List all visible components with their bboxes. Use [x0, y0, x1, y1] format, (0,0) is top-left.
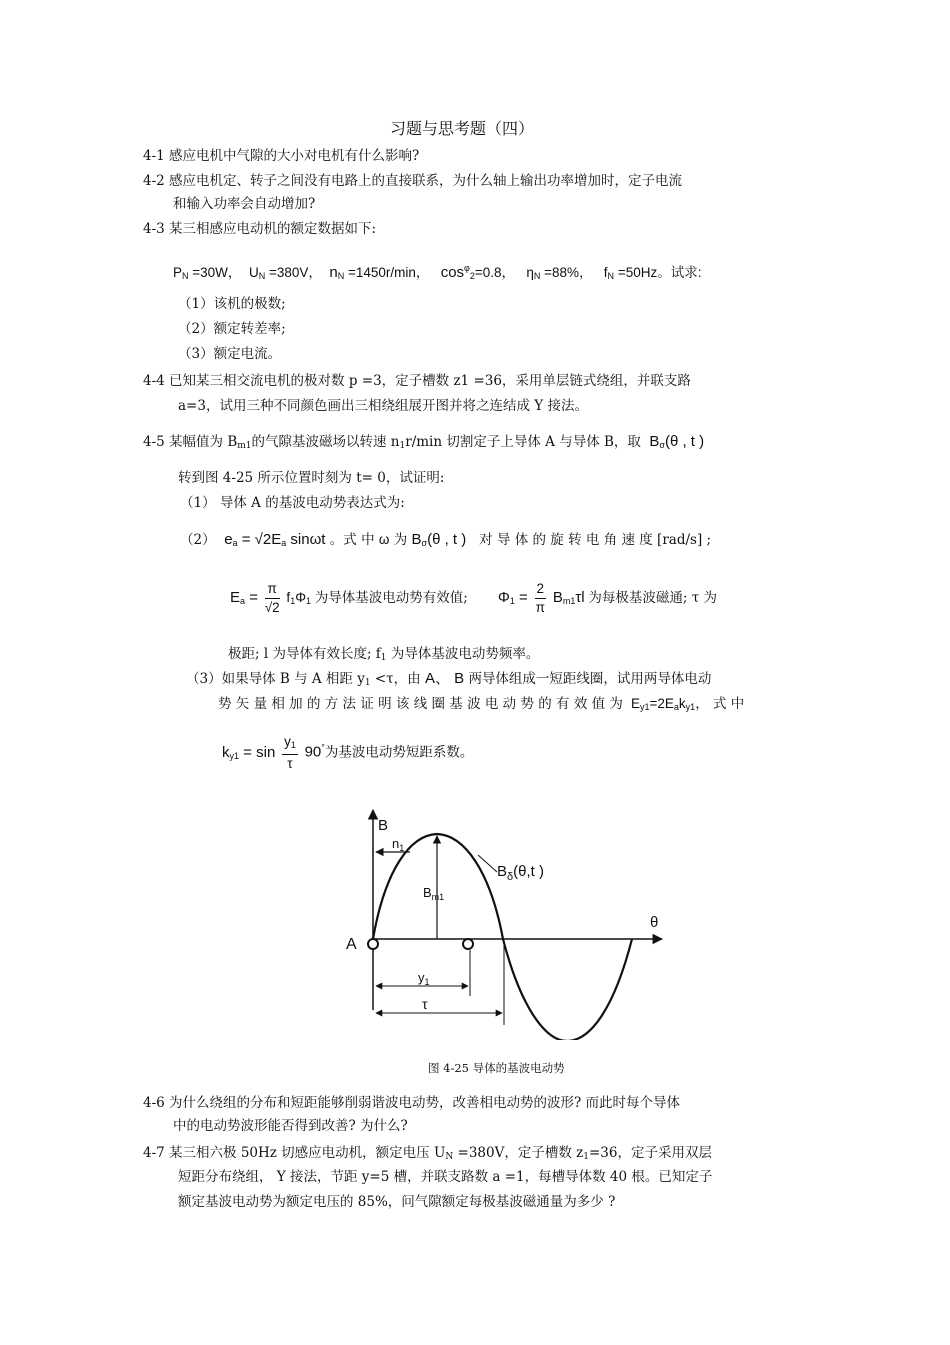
label-y1: $y_1$	[418, 970, 430, 987]
question-4-4-cont: a=3，试用三种不同颜色画出三相绕组展开图并将之连结成 Y 接法。	[178, 398, 588, 414]
question-4-3: 4-3 某三相感应电动机的额定数据如下:	[143, 221, 377, 237]
formula-ea: $E_a$ = $\frac{\pi}{√2}$ $f_1\Phi_1$ 为导体基波电动势有效值; $\Phi_1$ = $\frac{2}{\pi}$ $B_{m1}\tau l$ 为每极基波磁通; τ 为	[230, 581, 717, 615]
q5-definitions: 极距; l 为导体有效长度; $f_1$ 为导体基波电动势频率。	[228, 646, 540, 663]
q5-item-1: （1） 导体 A 的基波电动势表达式为:	[180, 495, 405, 511]
rated-data-line: $P_N =30W$， $U_N =380V$， $n_N =1450r/\min$， $\cos^\varphi_2=0.8$， $\eta_N =88\%$， $f_N =50Hz$。试求:	[173, 263, 702, 281]
question-4-1: 4-1 感应电机中气隙的大小对电机有什么影响?	[143, 148, 420, 164]
label-theta: θ	[650, 914, 659, 931]
q3-item-3: （3）额定电流。	[178, 346, 282, 362]
q5-item-3-cont: 势 矢 量 相 加 的 方 法 证 明 该 线 圈 基 波 电 动 势 的 有 效 值 为 $E_{y1}=2E_ak_{y1}$， 式 中	[218, 696, 745, 712]
question-4-6-cont: 中的电动势波形能否得到改善? 为什么?	[173, 1118, 408, 1134]
question-4-4: 4-4 已知某三相交流电机的极对数 p =3，定子槽数 z1 =36，采用单层链式绕组，并联支路	[143, 373, 691, 389]
question-4-2: 4-2 感应电机定、转子之间没有电路上的直接联系，为什么轴上输出功率增加时，定子电流	[143, 173, 683, 189]
q3-item-2: （2）额定转差率;	[178, 321, 286, 337]
question-4-6: 4-6 为什么绕组的分布和短距能够削弱谐波电动势，改善相电动势的波形? 而此时每个导体	[143, 1095, 681, 1111]
question-4-5: 4-5 某幅值为 $B_{m1}$的气隙基波磁场以转速 $n_1r/\min$ 切割定子上导体 A 与导体 B，取 $B_\sigma(\theta$ , t )	[143, 433, 705, 451]
question-4-7-cont2: 额定基波电动势为额定电压的 85%，问气隙额定每极基波磁通量为多少 ?	[178, 1194, 616, 1210]
conductor-a	[368, 939, 378, 949]
question-4-5-cont: 转到图 4-25 所示位置时刻为 t= 0，试证明:	[178, 470, 445, 486]
q3-item-1: （1）该机的极数;	[178, 296, 286, 312]
question-4-2-cont: 和输入功率会自动增加?	[173, 196, 316, 212]
label-a: A	[346, 936, 357, 953]
formula-ky: $k_{y1} = \sin$ $\frac{y_1}{\tau}$ 90°为基波电动势短距系数。	[222, 734, 474, 771]
label-bm1: $B_{m1}$	[423, 885, 445, 902]
q5-item-3: （3）如果导体 B 与 A 相距 $y_1 <\tau$，由 A、 B 两导体组成一短距线圈，试用两导体电动	[186, 670, 712, 688]
label-n1: $n_1$	[392, 836, 405, 853]
label-tau: τ	[422, 996, 428, 1012]
label-bdelta: $B_\delta(\theta,t$ )	[497, 863, 544, 883]
label-b: B	[378, 817, 389, 834]
question-4-7: 4-7 某三相六极 50Hz 切感应电动机，额定电压 $U_N =380V$，定子槽数 $z_1=36$，定子采用双层	[143, 1145, 712, 1162]
page-title: 习题与思考题（四）	[390, 119, 535, 138]
q5-item-2: （2） $e_a = √2E_a$ sinωt 。式 中 ω 为 $B_\sigma(\theta$ , t ) 对 导 体 的 旋 转 电 角 速 度 [rad/s] ;	[180, 531, 712, 548]
conductor-b	[463, 939, 473, 949]
figure-4-25	[330, 800, 690, 1040]
figure-caption: 图 4-25 导体的基波电动势	[428, 1061, 565, 1075]
question-4-7-cont: 短距分布绕组， Y 接法，节距 y=5 槽，并联支路数 a =1，每槽导体数 40 根。已知定子	[178, 1169, 713, 1185]
